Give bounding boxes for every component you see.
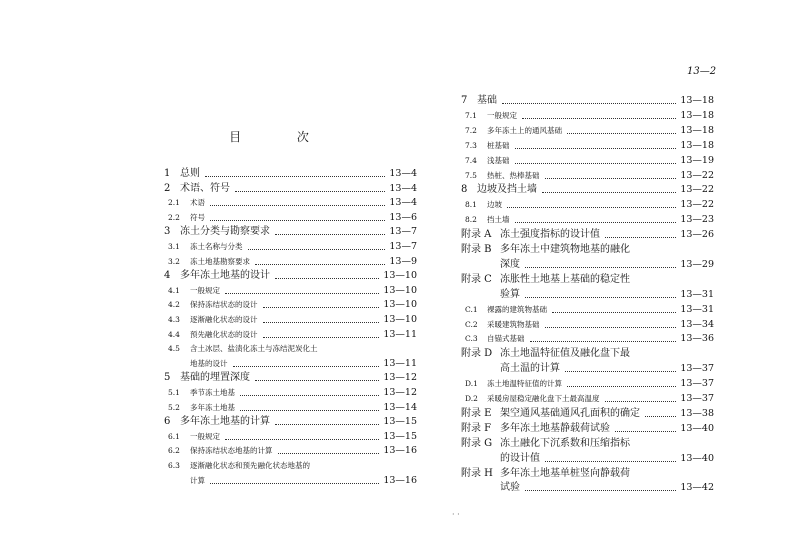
toc-entry-page: 13—9 [389, 255, 417, 267]
toc-entry-page: 13—23 [680, 214, 714, 226]
toc-entry-page: 13—4 [389, 182, 417, 194]
toc-entry-number: 6.1 [168, 431, 180, 441]
toc-entry-page: 13—26 [680, 229, 714, 241]
dot-leader [605, 401, 677, 402]
dot-leader [552, 312, 676, 313]
dot-leader [240, 410, 379, 411]
toc-entry-title: 多年冻土地基 [190, 402, 235, 412]
dot-leader [233, 366, 380, 367]
toc-entry-number: 8 [461, 184, 468, 196]
toc-entry [164, 268, 417, 282]
toc-entry [164, 312, 417, 326]
toc-entry [461, 391, 714, 405]
toc-entry-number: D.1 [465, 379, 478, 389]
dot-leader [615, 431, 676, 432]
toc-entry-title: 验算 [500, 288, 520, 300]
toc-entry-title: 多年冻土地基单桩竖向静载荷 [500, 467, 630, 479]
toc-entry [164, 429, 417, 443]
toc-entry-title: 冻土分类与勘察要求 [180, 226, 270, 238]
toc-entry-title: 保持冻结状态的设计 [190, 300, 258, 310]
toc-entry-number: 4.5 [168, 344, 180, 354]
toc-entry-page: 13—15 [383, 416, 417, 428]
dot-leader [545, 178, 677, 179]
toc-entry-number: C.3 [465, 334, 478, 344]
toc-entry-title: 挡土墙 [487, 215, 510, 225]
toc-entry-number: 附录 E [461, 407, 492, 419]
toc-entry [461, 257, 714, 271]
dot-leader [522, 118, 676, 119]
dot-leader [225, 293, 379, 294]
toc-entry-number: 附录 B [461, 244, 492, 255]
dot-leader [567, 133, 676, 134]
toc-entry-number: 6.2 [168, 446, 180, 456]
toc-entry-title: 热桩、热棒基础 [487, 170, 540, 180]
toc-entry-page: 13—18 [680, 109, 714, 121]
toc-entry [461, 317, 714, 331]
toc-entry-number: 4 [164, 270, 171, 282]
page-footer-mark: · · [452, 510, 460, 519]
toc-entry [461, 302, 714, 316]
toc-entry-title: 术语 [190, 198, 205, 208]
toc-entry-title: 采暖房屋稳定融化盘下土最高温度 [487, 394, 600, 403]
toc-entry-title: 边坡及挡土墙 [477, 184, 537, 196]
toc-entry-title: 季节冻土地基 [190, 388, 235, 397]
toc-entry-number: 附录 H [461, 467, 493, 479]
toc-entry [461, 331, 714, 345]
toc-entry [461, 197, 714, 211]
toc-entry-title: 冻土名称与分类 [190, 242, 243, 251]
toc-entry-number: 2.1 [168, 198, 180, 208]
toc-entry-page: 13—7 [389, 241, 417, 252]
toc-entry-page: 13—16 [383, 474, 417, 486]
toc-entry-number: 5.2 [168, 402, 180, 412]
toc-entry [461, 123, 714, 137]
toc-entry-page: 13—12 [383, 372, 417, 384]
toc-entry-page: 13—6 [389, 211, 417, 223]
toc-entry [164, 181, 417, 195]
dot-leader [263, 322, 380, 323]
toc-entry-title: 裸露的建筑物基础 [487, 304, 547, 314]
toc-entry-title: 地基的设计 [190, 358, 228, 368]
toc-entry-title: 冻土地温特征值的计算 [487, 379, 562, 389]
toc-entry [461, 346, 714, 360]
dot-leader [542, 192, 676, 193]
dot-leader [225, 439, 379, 440]
toc-entry-number: 3.1 [168, 242, 180, 251]
toc-entry-number: 附录 A [461, 229, 492, 241]
dot-leader [530, 341, 677, 342]
toc-entry-page: 13—36 [680, 333, 714, 345]
toc-entry-number: 1 [164, 168, 171, 179]
toc-entry-title: 逐渐融化状态和预先融化状态地基的 [190, 461, 310, 470]
toc-entry-title: 预先融化状态的设计 [190, 329, 258, 339]
toc-entry-title: 多年冻土上的通风基础 [487, 125, 562, 135]
toc-entry-number: C.1 [465, 304, 478, 314]
dot-leader [515, 163, 677, 164]
toc-entry-page: 13—10 [383, 314, 417, 325]
toc-entry [461, 272, 714, 286]
toc-entry-number: 附录 C [461, 273, 492, 285]
dot-leader [263, 307, 380, 308]
toc-entry [461, 376, 714, 390]
dot-leader [507, 207, 676, 208]
toc-entry [461, 168, 714, 182]
dot-leader [275, 278, 379, 279]
dot-leader [567, 386, 676, 387]
toc-entry-page: 13—14 [383, 401, 417, 413]
toc-entry-page: 13—18 [680, 139, 714, 151]
toc-entry-title: 术语、符号 [180, 182, 230, 194]
toc-entry-title: 的设计值 [500, 452, 540, 464]
toc-entry [461, 108, 714, 122]
toc-entry [164, 195, 417, 209]
toc-entry-number: 7.1 [465, 110, 477, 120]
toc-entry-number: 5.1 [168, 388, 180, 397]
toc-entry-title: 多年冻土中建筑物地基的融化 [500, 244, 630, 255]
dot-leader [545, 461, 676, 462]
toc-entry-page: 13—4 [389, 197, 417, 209]
toc-entry [164, 458, 417, 472]
toc-entry [461, 421, 714, 435]
toc-entry-title: 计算 [190, 475, 205, 485]
dot-leader [515, 148, 677, 149]
toc-entry-page: 13—38 [680, 407, 714, 419]
toc-entry-title: 冻土地温特征值及融化盘下最 [500, 348, 630, 360]
toc-entry-number: 6 [164, 416, 171, 428]
toc-entry-title: 多年冻土地基的设计 [180, 270, 270, 282]
toc-entry-number: 2 [164, 182, 171, 194]
toc-entry [461, 242, 714, 256]
toc-entry-page: 13—4 [389, 168, 417, 179]
toc-entry-title: 冻土融化下沉系数和压缩指标 [500, 437, 630, 449]
toc-entry-number: 7.4 [465, 155, 477, 165]
dot-leader [210, 205, 385, 206]
dot-leader [278, 453, 380, 454]
dot-leader [565, 371, 676, 372]
toc-entry-title: 浅基础 [487, 155, 510, 165]
toc-entry [461, 480, 714, 494]
dot-leader [210, 220, 385, 221]
toc-entry-number: 4.3 [168, 315, 180, 324]
dot-leader [525, 297, 676, 298]
toc-entry [164, 370, 417, 384]
toc-entry [461, 451, 714, 465]
toc-entry [164, 254, 417, 268]
dot-leader [263, 337, 380, 338]
toc-entry-page: 13—19 [680, 154, 714, 166]
toc-entry-title: 冻土强度指标的设计值 [500, 229, 600, 241]
toc-entry-title: 保持冻结状态地基的计算 [190, 446, 273, 456]
toc-entry [461, 153, 714, 167]
toc-entry-number: 5 [164, 372, 171, 384]
toc-entry [461, 436, 714, 450]
dot-leader [255, 264, 385, 265]
toc-entry-number: 8.2 [465, 215, 477, 225]
toc-entry-page: 13—10 [383, 299, 417, 311]
toc-entry-page: 13—22 [680, 199, 714, 211]
toc-entry-page: 13—37 [680, 378, 714, 390]
toc-entry-number: 6.3 [168, 461, 180, 470]
dot-leader [545, 327, 677, 328]
toc-entry-page: 13—37 [680, 393, 714, 404]
toc-entry-number: 4.1 [168, 285, 180, 295]
toc-entry-number: 附录 D [461, 348, 493, 360]
toc-entry-title: 逐渐融化状态的设计 [190, 315, 258, 324]
toc-entry [164, 297, 417, 311]
dot-leader [240, 395, 379, 396]
toc-entry-page: 13—29 [680, 258, 714, 270]
toc-entry-title: 冻胀性土地基上基础的稳定性 [500, 273, 630, 285]
toc-entry-number: D.2 [465, 394, 478, 403]
toc-entry [461, 227, 714, 241]
toc-entry-title: 架空通风基础通风孔面积的确定 [500, 407, 640, 419]
toc-entry-page: 13—22 [680, 169, 714, 181]
toc-entry-number: 附录 F [461, 422, 492, 434]
toc-entry-title: 试验 [500, 482, 520, 494]
toc-entry-title: 基础的埋置深度 [180, 372, 250, 384]
toc-entry [461, 361, 714, 375]
toc-entry-page: 13—16 [383, 445, 417, 457]
toc-entry-number: C.2 [465, 319, 478, 329]
toc-entry-title: 总则 [180, 168, 200, 179]
dot-leader [235, 191, 385, 192]
toc-entry-title: 一般规定 [487, 110, 517, 120]
running-header-page-ref: 13—2 [687, 66, 717, 77]
toc-entry [164, 327, 417, 341]
toc-entry [164, 210, 417, 224]
toc-entry-title: 采暖建筑物基础 [487, 319, 540, 329]
toc-entry-page: 13—42 [680, 482, 714, 494]
toc-entry-page: 13—37 [680, 363, 714, 375]
toc-entry [461, 466, 714, 480]
toc-entry-title: 边坡 [487, 200, 502, 210]
toc-entry-title: 自锚式基础 [487, 334, 525, 344]
dot-leader [210, 483, 379, 484]
toc-entry-number: 2.2 [168, 212, 180, 222]
toc-entry-page: 13—31 [680, 288, 714, 300]
toc-entry-number: 3.2 [168, 256, 180, 266]
toc-entry-title: 多年冻土地基静载荷试验 [500, 422, 610, 434]
toc-entry-page: 13—11 [383, 357, 417, 369]
toc-entry-title: 符号 [190, 212, 205, 222]
toc-entry-title: 含土冰层、盐渍化冻土与冻结泥炭化土 [190, 344, 318, 354]
toc-entry [164, 400, 417, 414]
toc-entry-title: 多年冻土地基的计算 [180, 416, 270, 428]
toc-entry-page: 13—18 [680, 95, 714, 106]
dot-leader [502, 103, 676, 104]
toc-entry-title: 桩基础 [487, 140, 510, 150]
toc-entry-page: 13—10 [383, 284, 417, 296]
toc-entry [164, 356, 417, 370]
toc-entry [164, 239, 417, 253]
toc-entry [164, 385, 417, 399]
toc-entry-page: 13—22 [680, 184, 714, 196]
toc-entry [164, 341, 417, 355]
toc-entry [164, 166, 417, 180]
toc-entry [164, 224, 417, 238]
toc-entry-number: 3 [164, 226, 171, 238]
toc-entry-number: 7.3 [465, 140, 477, 150]
dot-leader [275, 424, 379, 425]
toc-entry-page: 13—40 [680, 452, 714, 464]
toc-entry-title: 一般规定 [190, 431, 220, 441]
dot-leader [255, 380, 379, 381]
dot-leader [605, 237, 676, 238]
dot-leader [525, 267, 676, 268]
toc-entry-title: 一般规定 [190, 285, 220, 295]
dot-leader [645, 416, 676, 417]
toc-entry-number: 4.2 [168, 300, 180, 310]
toc-entry-page: 13—15 [383, 430, 417, 442]
dot-leader [205, 176, 385, 177]
dot-leader [275, 234, 385, 235]
toc-entry-number: 8.1 [465, 200, 477, 210]
toc-entry [164, 414, 417, 428]
dot-leader [248, 249, 386, 250]
toc-entry [461, 182, 714, 196]
toc-entry-page: 13—18 [680, 124, 714, 136]
toc-entry-page: 13—10 [383, 270, 417, 282]
toc-entry [164, 473, 417, 487]
toc-entry-page: 13—40 [680, 422, 714, 434]
dot-leader [525, 490, 676, 491]
toc-entry-number: 7 [461, 95, 468, 106]
toc-entry-title: 基础 [477, 95, 497, 106]
toc-entry-page: 13—12 [383, 387, 417, 398]
toc-entry-page: 13—7 [389, 226, 417, 238]
toc-entry [461, 287, 714, 301]
toc-entry-page: 13—11 [383, 328, 417, 340]
toc-entry-page: 13—31 [680, 303, 714, 315]
toc-entry-page: 13—34 [680, 318, 714, 330]
toc-title: 目 次 [229, 130, 335, 144]
toc-entry [461, 212, 714, 226]
dot-leader [515, 222, 677, 223]
toc-entry [461, 406, 714, 420]
toc-entry [461, 93, 714, 107]
toc-entry-number: 7.2 [465, 125, 477, 135]
toc-entry-number: 7.5 [465, 170, 477, 180]
toc-entry-title: 冻土地基勘察要求 [190, 256, 250, 266]
toc-entry-title: 深度 [500, 258, 520, 270]
toc-entry-number: 4.4 [168, 329, 180, 339]
toc-entry [164, 283, 417, 297]
toc-entry-number: 附录 G [461, 437, 493, 449]
toc-entry-title: 高土温的计算 [500, 363, 560, 375]
toc-entry [164, 443, 417, 457]
toc-entry [461, 138, 714, 152]
